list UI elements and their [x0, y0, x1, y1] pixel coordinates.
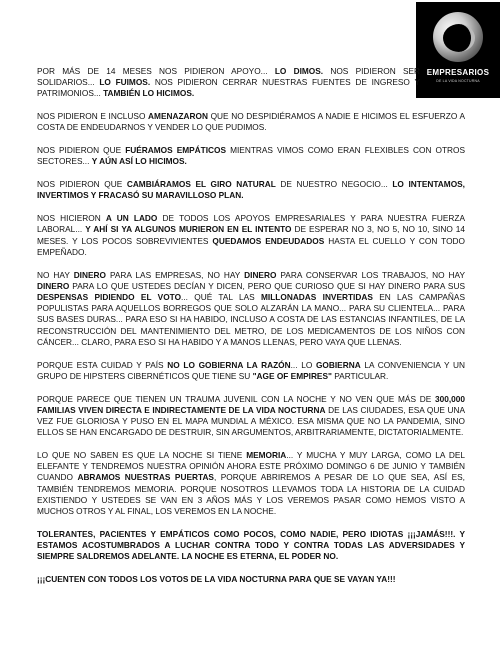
bold-text: MILLONADAS INVERTIDAS [261, 292, 373, 303]
text-run: PARA LO QUE USTEDES DECÍAN Y DICEN, PERO QUE CURIOSO QUE SI HAY DINERO PARA SUS [69, 280, 465, 291]
paragraph [37, 179, 465, 201]
logo-subtitle: DE LA VIDA NOCTURNA [436, 79, 480, 83]
text-run: , PORQUE ABRIREMOS A PESAR DE LO QUE SEA, ASÍ ES, TAMBIÉN TENDREMOS MEMORIA. PORQUE NOSOTROS LLEVAMOS TODA LA HISTORIA DE LA CUIDAD EXISTIENDO Y USTEDES SE VAN EN 3 AÑOS MÁS Y LOS VEREMOS PASAR COMO HEMOS VISTO A MUCHOS OTROS Y AL FINAL, LOS VEREMOS EN LA NOCHE. [37, 472, 465, 517]
bold-text: ¡¡¡CUENTEN CON TODOS LOS VOTOS DE LA VIDA NOCTURNA PARA QUE SE VAYAN YA!!! [37, 574, 396, 585]
bold-text: AMENAZARON [148, 111, 208, 122]
bold-text: NO LO GOBIERNA LA RAZÓN [167, 359, 291, 370]
text-run: MIENTRAS VIMOS COMO ERAN FLEXIBLES CON OTROS SECTORES... [37, 145, 465, 167]
paragraph [37, 270, 465, 348]
text-run: EN LAS CAMPAÑAS POPULISTAS PARA AQUELLOS BORREGOS QUE SOLO ALZARÁN LA MANO... PARA SU CLIENTELA... PARA SUS BASES DURAS... PARA ESO SI HA HABIDO, INCLUSO A COSTA DE LAS ESTANCIAS INFANTILES, DE LA RECONSTRUCCIÓN DEL MANTENIMIENTO DEL METRO, DE LOS MEDICAMENTOS DE LOS NIÑOS CON CÁNCER... CLARO, PARA ESO SI HA HABIDO Y A MANOS LLENAS, PERO VAYA QUE LLENAS. [37, 292, 465, 347]
text-run: ... Y MUCHA Y MUY LARGA, COMO LA DEL ELEFANTE Y TENDREMOS NUESTRA OPINIÓN AHORA ESTE PRÓXIMO DOMINGO 6 DE JUNIO Y TAMBIÉN CUANDO [37, 450, 465, 483]
bold-text: Y AÚN ASÍ LO HICIMOS. [91, 156, 187, 167]
bold-text: LO DIMOS. [274, 66, 324, 76]
bold-text: FUÉRAMOS EMPÁTICOS [125, 145, 227, 156]
text-run: PARA CONSERVAR LOS TRABAJOS, NO HAY [276, 269, 465, 280]
bold-text: "AGE OF EMPIRES" [252, 370, 332, 381]
text-run: DE ESPERAR NO 3, NO 5, NO 10, SINO 14 MESES. Y LOS POCOS SOBREVIVIENTES [37, 224, 466, 246]
bold-text: DESPENSAS PIDIENDO EL VOTO [37, 292, 182, 303]
bold-text: TAMBIÉN LO HICIMOS. [103, 88, 195, 99]
paragraph [37, 574, 465, 585]
bold-text: 300,000 FAMILIAS VIVEN DIRECTA E INDIRECTAMENTE DE LA VIDA NOCTURNA [37, 393, 465, 415]
bold-text: QUEDAMOS ENDEUDADOS [212, 235, 325, 246]
bold-text: TOLERANTES, PACIENTES Y EMPÁTICOS COMO POCOS, COMO NADIE, PERO IDIOTAS ¡¡¡JAMÁS!!!. Y ESTAMOS ACOSTUMBRADOS A LUCHAR CONTRA TODO Y CONTRA TODAS LAS ADVERSIDADES Y SIEMPRE SALDREMOS ADELANTE. LA NOCHE ES ETERNA, EL PODER NO. [37, 528, 465, 562]
bold-text: ABRAMOS NUESTRAS PUERTAS [77, 472, 214, 483]
text-run: PARTICULAR. [331, 370, 389, 381]
text-run: PORQUE PARECE QUE TIENEN UN TRAUMA JUVENIL CON LA NOCHE Y NO VEN QUE MÁS DE [37, 393, 435, 404]
paragraph [37, 360, 465, 382]
moon-emblem-icon [433, 12, 483, 62]
text-run: ... LO [290, 359, 316, 370]
bold-text: LO INTENTAMOS, INVERTIMOS Y FRACASÓ SU MARAVILLOSO PLAN. [37, 179, 465, 201]
text-run: LA CONVENIENCIA Y UN GRUPO DE HIPSTERS CIBERNÉTICOS QUE TIENE SU [37, 359, 466, 381]
text-run: ... QUÉ TAL LAS [181, 292, 262, 303]
bold-text: MEMORIA [246, 450, 287, 461]
bold-text: LO FUIMOS. [99, 77, 151, 88]
text-run: NOS HICIERON [37, 213, 106, 224]
text-run: NOS PIDIERON SER SOLIDARIOS... [37, 66, 421, 88]
bold-text: DINERO [37, 280, 70, 291]
bold-text: GOBIERNA [315, 359, 361, 370]
paragraph [37, 394, 465, 439]
bold-text: DINERO [73, 269, 106, 280]
text-run: PORQUE ESTA CUIDAD Y PAÍS [37, 359, 168, 370]
text-run: QUE NO DESPIDIÉRAMOS A NADIE E HICIMOS EL ESFUERZO A COSTA DE ENDEUDARNOS Y VENDER LO QUE PUDIMOS. [37, 111, 465, 133]
paragraph [37, 450, 465, 517]
text-run: DE NUESTRO NEGOCIO... [275, 179, 393, 190]
text-run: POR MÁS DE 14 MESES NOS PIDIERON APOYO... [37, 66, 275, 76]
text-run: NOS PIDIERON E INCLUSO [37, 111, 149, 122]
text-run: NO HAY [37, 269, 74, 280]
letter-body [37, 66, 465, 597]
text-run: LO QUE NO SABEN ES QUE LA NOCHE SI TIENE [37, 450, 247, 461]
bold-text: A UN LADO [105, 213, 158, 224]
text-run: PARA LAS EMPRESAS, NO HAY [105, 269, 245, 280]
text-run: HASTA EL CUELLO Y CON TODO EMPEÑADO. [37, 235, 465, 257]
paragraph [37, 145, 465, 167]
logo-title: EMPRESARIOS [426, 68, 490, 77]
text-run: NOS PIDIERON CERRAR NUESTRAS FUENTES DE INGRESO Y PATRIMONIOS... [37, 77, 420, 99]
text-run: DE LAS CIUDADES, ESA QUE UNA VEZ FUE GLORIOSA Y PUSO EN EL MAPA MUNDIAL A MÉXICO. ESA MISMA QUE NO LA PANDEMIA, SINO ELLOS SE HAN ENCARGADO DE DESTRUIR, SIN ARGUMENTOS, ARBITRARIAMENTE, DICTATORIALMENTE. [37, 404, 466, 438]
text-run: NOS PIDIERON QUE [37, 145, 126, 156]
bold-text: DINERO [244, 269, 277, 280]
bold-text: Y AHÍ SI YA ALGUNOS MURIERON EN EL INTENTO [85, 224, 292, 235]
text-run: DE TODOS LOS APOYOS EMPRESARIALES Y PARA NUESTRA FUERZA LABORAL... [37, 213, 465, 235]
paragraph [37, 529, 465, 563]
text-run: NOS PIDIERON QUE [37, 179, 127, 190]
bold-text: CAMBIÁRAMOS EL GIRO NATURAL [126, 179, 276, 190]
paragraph [37, 66, 465, 100]
paragraph [37, 213, 465, 258]
paragraph [37, 111, 465, 133]
